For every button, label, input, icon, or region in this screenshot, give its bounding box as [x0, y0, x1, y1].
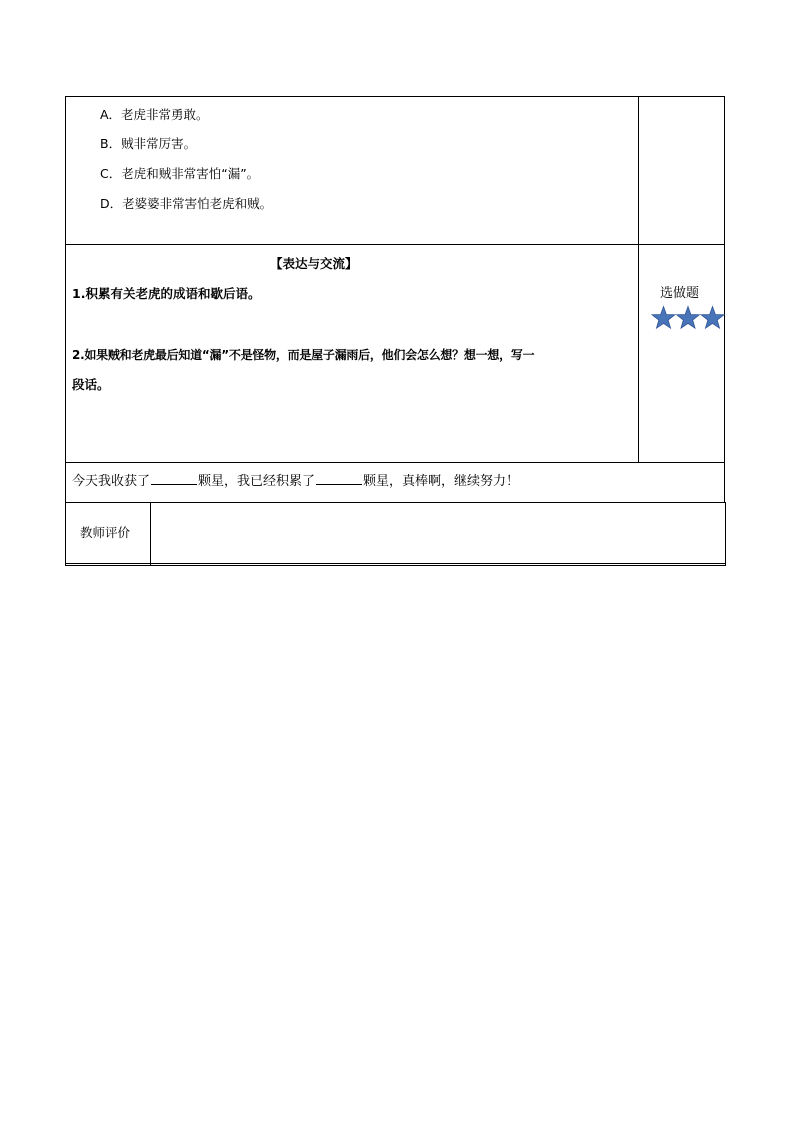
row-divider-1: [65, 244, 725, 245]
star-icon: [701, 307, 724, 329]
section-title: 【表达与交流】: [270, 256, 358, 271]
stars-earned-blank[interactable]: [151, 472, 197, 485]
star-icon: [652, 307, 675, 329]
option-c: C．老虎和贼非常害怕“漏”。: [100, 166, 260, 181]
option-d: D．老婆婆非常害怕老虎和贼。: [100, 196, 273, 211]
star-summary: [72, 472, 519, 490]
option-b: B．贼非常厉害。: [100, 136, 197, 151]
stars-total-blank[interactable]: [316, 472, 362, 485]
teacher-evaluation-field[interactable]: [152, 504, 723, 562]
summary-part-1: 今天我收获了: [72, 474, 151, 489]
summary-part-3: 颗星，真棒啊，继续努力！: [363, 474, 520, 489]
row-divider-3: [65, 502, 726, 503]
teacher-column-divider: [150, 502, 151, 565]
star-rating: [651, 305, 725, 331]
table-border-top: [65, 96, 725, 97]
option-a: A．老虎非常勇敢。: [100, 107, 209, 122]
table-border-right: [724, 96, 725, 503]
table-border-bottom-shadow: [65, 565, 726, 566]
question-2-line-2: 段话。: [72, 377, 110, 392]
row-divider-2: [65, 462, 725, 463]
side-column-divider: [638, 96, 639, 462]
question-1: 1.积累有关老虎的成语和歇后语。: [72, 286, 261, 301]
table-border-bottom: [65, 563, 726, 564]
optional-task-label: 选做题: [660, 286, 700, 301]
table-border-left: [65, 96, 66, 565]
star-icon: [677, 307, 700, 329]
question-2-line-1: 2.如果贼和老虎最后知道“漏”不是怪物，而是屋子漏雨后，他们会怎么想？想一想，写一: [72, 348, 535, 362]
table-border-right-lower: [725, 502, 726, 566]
teacher-evaluation-label: 教师评价: [80, 525, 131, 540]
summary-part-2: 颗星，我已经积累了: [198, 474, 316, 489]
